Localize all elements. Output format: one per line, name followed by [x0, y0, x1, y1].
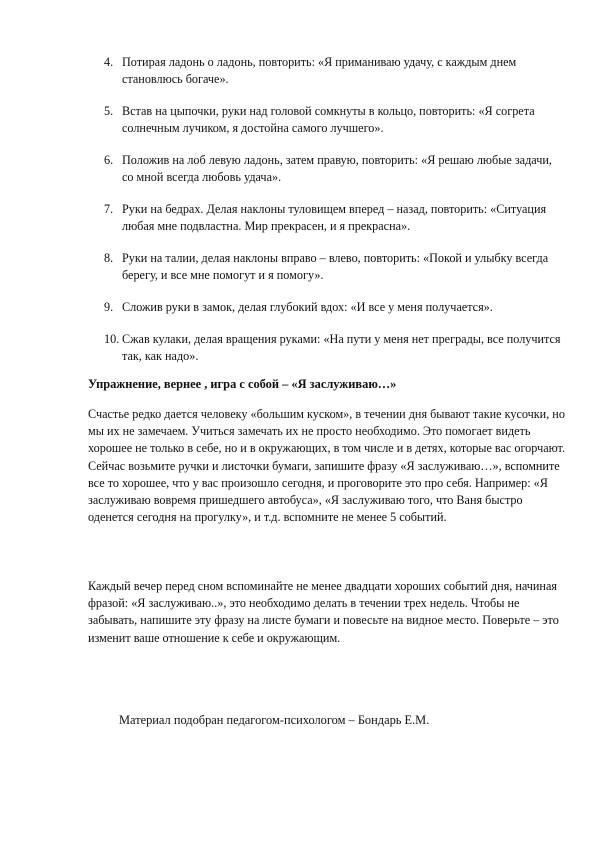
list-item — [104, 331, 564, 365]
item-text: Встав на цыпочки, руки над головой сомкнуты в кольцо, повторить: «Я согрета солнечным лучиком, я достойна самого лучшего». — [122, 104, 535, 135]
list-item — [104, 152, 564, 186]
item-number: 4. — [104, 55, 114, 69]
item-number: 6. — [104, 153, 114, 167]
item-text: Потирая ладонь о ладонь, повторить: «Я приманиваю удачу, с каждым днем становлюсь богаче». — [122, 55, 517, 86]
list-item — [104, 299, 564, 316]
item-number: 8. — [104, 251, 114, 265]
item-text: Руки на бедрах. Делая наклоны туловищем вперед – назад, повторить: «Ситуация любая мне подвластна. Мир прекрасен, и я прекрасна». — [122, 202, 547, 233]
item-number: 9. — [104, 300, 114, 314]
list-item — [104, 201, 564, 235]
author-credit: Материал подобран педагогом-психологом – Бондарь Е.М. — [119, 713, 430, 727]
list-item — [104, 250, 564, 284]
paragraph-evening: Каждый вечер перед сном вспоминайте не менее двадцати хороших событий дня, начиная фразой: «Я заслуживаю..», это необходимо делать в течении трех недель. Чтобы не забывать, напишите эту фразу на листе бумаги и повесьте на видное место. Поверьте – это изменит ваше отношение к себе и окружающим. — [88, 579, 559, 645]
item-text: Положив на лоб левую ладонь, затем правую, повторить: «Я решаю любые задачи, со мной всегда любовь удача». — [122, 153, 552, 184]
paragraph-intro: Счастье редко дается человеку «большим куском», в течении дня бывают такие кусочки, но мы их не замечаем. Учиться замечать их не просто необходимо. Это помогает видеть хорошее не только в себе, но и в окружающих, в том числе и в детях, которые вас огорчают. Сейчас возьмите ручки и листочки бумаги, запишите фразу «Я заслуживаю…», вспомните все то хорошее, что у вас произошло сегодня, и проговорите это про себя. Например: «Я заслуживаю вовремя пришедшего автобуса», «Я заслуживаю того, что Ваня быстро оденется сегодня на прогулку», и т.д. вспомните не менее 5 событий. — [88, 407, 566, 525]
list-item — [104, 103, 564, 137]
item-text: Сложив руки в замок, делая глубокий вдох: «И все у меня получается». — [122, 300, 493, 314]
list-item — [104, 54, 564, 88]
exercise-list — [104, 54, 564, 380]
item-number: 5. — [104, 104, 114, 118]
item-text: Сжав кулаки, делая вращения руками: «На пути у меня нет преграды, все получится так, как надо». — [122, 332, 561, 363]
item-text: Руки на талии, делая наклоны вправо – влево, повторить: «Покой и улыбку всегда берегу, и все мне помогут и я помогу». — [122, 251, 549, 282]
item-number: 7. — [104, 202, 114, 216]
item-number: 10. — [104, 332, 120, 346]
section-heading: Упражнение, вернее , игра с собой – «Я заслуживаю…» — [88, 377, 397, 391]
